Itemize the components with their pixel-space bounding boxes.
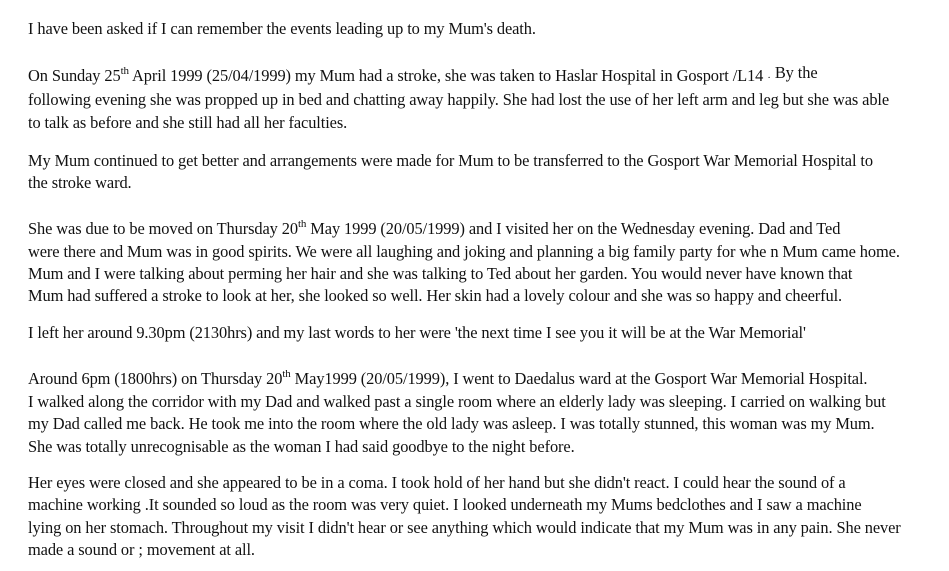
text-line: Her eyes were closed and she appeared to be in a coma. I took hold of her hand but she didn't react. I could hear the sound of a <box>28 473 846 492</box>
text-line: were there and Mum was in good spirits. We were all laughing and joking and planning a big family party for whe n Mum came home. <box>28 242 900 261</box>
text-line: On Sunday 25th April 1999 (25/04/1999) my Mum had a stroke, she was taken to Haslar Hospital in Gosport /L14 · By the <box>28 63 818 85</box>
text-line: Mum had suffered a stroke to look at her, she looked so well. Her skin had a lovely colour and she was so happy and cheerful. <box>28 286 843 305</box>
superscript: th <box>282 367 291 380</box>
text-line: I have been asked if I can remember the events leading up to my Mum's death. <box>28 19 536 38</box>
text-line: My Mum continued to get better and arrangements were made for Mum to be transferred to the Gosport War Memorial Hospital to <box>28 151 873 170</box>
text-line: to talk as before and she still had all her faculties. <box>28 113 348 132</box>
text-line: machine working .It sounded so loud as the room was very quiet. I looked underneath my Mums bedclothes and I saw a machine <box>28 495 862 514</box>
superscript: th <box>120 64 129 77</box>
text-line: my Dad called me back. He took me into the room where the old lady was asleep. I was totally stunned, this woman was my Mum. <box>28 414 875 433</box>
text-line: lying on her stomach. Throughout my visit I didn't hear or see anything which would indicate that my Mum was in any pain. She never <box>28 518 901 537</box>
text-line: I left her around 9.30pm (2130hrs) and my last words to her were 'the next time I see you it will be at the War Memorial' <box>28 323 806 342</box>
text-line: I walked along the corridor with my Dad and walked past a single room where an elderly lady was sleeping. I carried on walking but <box>28 392 886 411</box>
text-line: Mum and I were talking about perming her hair and she was talking to Ted about her garden. You would never have known that <box>28 264 853 283</box>
text-line: She was due to be moved on Thursday 20th May 1999 (20/05/1999) and I visited her on the Wednesday evening. Dad and Ted <box>28 217 841 238</box>
text-line: following evening she was propped up in bed and chatting away happily. She had lost the use of her left arm and leg but she was able <box>28 90 890 109</box>
text-line: made a sound or ; movement at all. <box>28 540 255 559</box>
text-line: the stroke ward. <box>28 173 132 192</box>
text-line: Around 6pm (1800hrs) on Thursday 20th May1999 (20/05/1999), I went to Daedalus ward at the Gosport War Memorial Hospital. <box>28 367 868 388</box>
superscript: th <box>297 217 307 230</box>
text-line: She was totally unrecognisable as the woman I had said goodbye to the night before. <box>28 437 575 456</box>
